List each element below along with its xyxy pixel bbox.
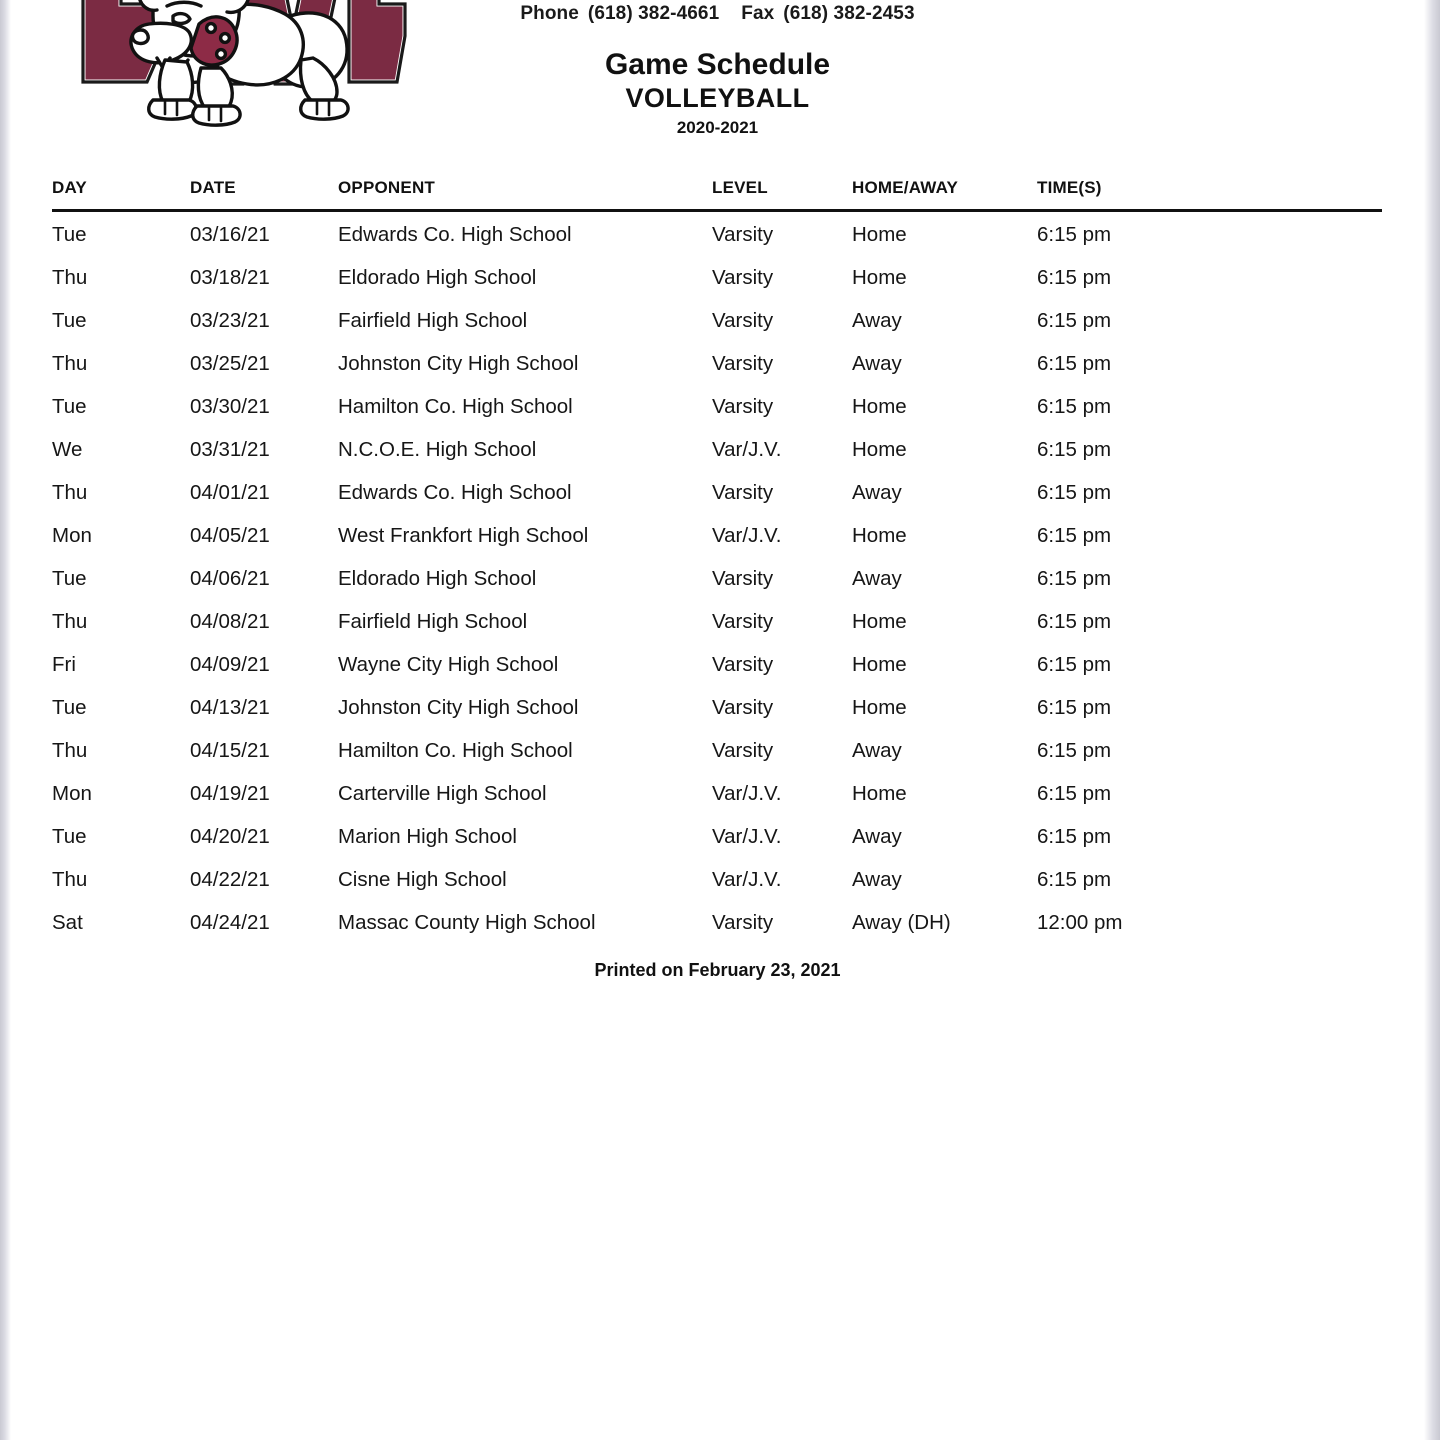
table-row [52, 772, 1382, 815]
cell-opponent: Eldorado High School [338, 265, 537, 289]
cell-home-away: Away [852, 351, 902, 375]
game-schedule-table [52, 178, 1382, 944]
cell-date: 04/19/21 [190, 781, 270, 805]
cell-home-away: Home [852, 523, 907, 547]
cell-day: Thu [52, 351, 88, 375]
cell-day: Thu [52, 609, 88, 633]
table-row [52, 211, 1382, 257]
cell-time: 6:15 pm [1037, 867, 1112, 891]
cell-home-away: Away [852, 824, 902, 848]
cell-level: Var/J.V. [712, 523, 782, 547]
cell-date: 04/05/21 [190, 523, 270, 547]
cell-level: Varsity [712, 394, 774, 418]
cell-day: Tue [52, 824, 87, 848]
cell-day: Tue [52, 394, 87, 418]
column-header-home-away: HOME/AWAY [852, 178, 959, 197]
page-left-edge-shadow [0, 0, 11, 1440]
cell-opponent: West Frankfort High School [338, 523, 589, 547]
cell-date: 03/18/21 [190, 265, 270, 289]
column-header-opponent: OPPONENT [338, 178, 436, 197]
cell-date: 04/13/21 [190, 695, 270, 719]
table-row [52, 385, 1382, 428]
table-row [52, 514, 1382, 557]
column-header-level: LEVEL [712, 178, 768, 197]
column-header-times: TIME(S) [1037, 178, 1102, 197]
cell-level: Varsity [712, 652, 774, 676]
cell-home-away: Home [852, 695, 907, 719]
cell-home-away: Home [852, 265, 907, 289]
cell-date: 03/31/21 [190, 437, 270, 461]
cell-day: Fri [52, 652, 76, 676]
table-row [52, 256, 1382, 299]
cell-level: Varsity [712, 480, 774, 504]
cell-day: Mon [52, 523, 92, 547]
cell-day: Sat [52, 910, 83, 934]
cell-opponent: Hamilton Co. High School [338, 394, 573, 418]
cell-level: Varsity [712, 609, 774, 633]
document-sheet [11, 0, 1424, 1440]
cell-level: Varsity [712, 222, 774, 246]
cell-level: Var/J.V. [712, 824, 782, 848]
fax-number: (618) 382-2453 [783, 3, 915, 24]
cell-level: Var/J.V. [712, 437, 782, 461]
cell-date: 04/24/21 [190, 910, 270, 934]
page-title: Game Schedule [604, 48, 831, 81]
cell-time: 12:00 pm [1037, 910, 1123, 934]
table-row [52, 901, 1382, 944]
table-row [52, 815, 1382, 858]
table-row [52, 643, 1382, 686]
cell-opponent: Carterville High School [338, 781, 547, 805]
cell-home-away: Home [852, 609, 907, 633]
cell-time: 6:15 pm [1037, 781, 1112, 805]
cell-date: 04/06/21 [190, 566, 270, 590]
cell-time: 6:15 pm [1037, 566, 1112, 590]
printed-on-text: Printed on February 23, 2021 [594, 960, 841, 980]
table-header [52, 178, 1382, 211]
cell-day: Tue [52, 222, 87, 246]
cell-time: 6:15 pm [1037, 437, 1112, 461]
cell-opponent: Hamilton Co. High School [338, 738, 573, 762]
cell-opponent: Cisne High School [338, 867, 507, 891]
table-row [52, 342, 1382, 385]
cell-date: 04/08/21 [190, 609, 270, 633]
cell-date: 04/09/21 [190, 652, 270, 676]
table-row [52, 299, 1382, 342]
cell-home-away: Away [852, 566, 902, 590]
page-right-edge-shadow [1424, 0, 1440, 1440]
contact-info-line [11, 3, 1424, 25]
column-header-day: DAY [52, 178, 87, 197]
cell-level: Varsity [712, 308, 774, 332]
cell-home-away: Away [852, 308, 902, 332]
cell-home-away: Away [852, 867, 902, 891]
cell-opponent: Marion High School [338, 824, 517, 848]
cell-time: 6:15 pm [1037, 480, 1112, 504]
cell-date: 04/01/21 [190, 480, 270, 504]
table-row [52, 428, 1382, 471]
cell-opponent: Eldorado High School [338, 566, 537, 590]
cell-time: 6:15 pm [1037, 222, 1112, 246]
cell-level: Varsity [712, 351, 774, 375]
table-row [52, 557, 1382, 600]
cell-level: Varsity [712, 910, 774, 934]
cell-opponent: Massac County High School [338, 910, 596, 934]
sport-title: VOLLEYBALL [625, 83, 810, 113]
cell-time: 6:15 pm [1037, 695, 1112, 719]
cell-time: 6:15 pm [1037, 824, 1112, 848]
cell-opponent: Wayne City High School [338, 652, 559, 676]
cell-day: We [52, 437, 83, 461]
cell-day: Tue [52, 566, 87, 590]
cell-home-away: Home [852, 394, 907, 418]
cell-date: 03/23/21 [190, 308, 270, 332]
cell-date: 04/22/21 [190, 867, 270, 891]
cell-time: 6:15 pm [1037, 609, 1112, 633]
table-row [52, 729, 1382, 772]
table-row [52, 858, 1382, 901]
cell-home-away: Away [852, 738, 902, 762]
cell-day: Thu [52, 867, 88, 891]
cell-opponent: Fairfield High School [338, 308, 528, 332]
cell-time: 6:15 pm [1037, 308, 1112, 332]
cell-level: Varsity [712, 738, 774, 762]
cell-opponent: Johnston City High School [338, 351, 579, 375]
cell-home-away: Home [852, 781, 907, 805]
cell-opponent: Johnston City High School [338, 695, 579, 719]
cell-day: Thu [52, 480, 88, 504]
cell-date: 04/20/21 [190, 824, 270, 848]
cell-time: 6:15 pm [1037, 394, 1112, 418]
cell-level: Varsity [712, 695, 774, 719]
cell-day: Tue [52, 308, 87, 332]
table-row [52, 600, 1382, 643]
cell-time: 6:15 pm [1037, 738, 1112, 762]
table-row [52, 471, 1382, 514]
cell-date: 04/15/21 [190, 738, 270, 762]
cell-level: Var/J.V. [712, 867, 782, 891]
cell-day: Thu [52, 738, 88, 762]
phone-label: Phone [520, 3, 579, 24]
cell-date: 03/16/21 [190, 222, 270, 246]
table-body [52, 211, 1382, 945]
cell-level: Varsity [712, 566, 774, 590]
cell-time: 6:15 pm [1037, 652, 1112, 676]
cell-date: 03/30/21 [190, 394, 270, 418]
phone-number: (618) 382-4661 [587, 3, 720, 24]
cell-day: Thu [52, 265, 88, 289]
season-subtitle: 2020-2021 [676, 118, 759, 137]
fax-label: Fax [741, 3, 775, 24]
cell-time: 6:15 pm [1037, 523, 1112, 547]
cell-opponent: N.C.O.E. High School [338, 437, 537, 461]
cell-home-away: Away [852, 480, 902, 504]
cell-home-away: Away (DH) [852, 910, 951, 934]
cell-home-away: Home [852, 437, 907, 461]
cell-opponent: Edwards Co. High School [338, 222, 572, 246]
column-header-date: DATE [190, 178, 236, 197]
cell-home-away: Home [852, 222, 907, 246]
cell-opponent: Fairfield High School [338, 609, 528, 633]
cell-time: 6:15 pm [1037, 351, 1112, 375]
cell-day: Tue [52, 695, 87, 719]
table-row [52, 686, 1382, 729]
cell-opponent: Edwards Co. High School [338, 480, 572, 504]
cell-level: Varsity [712, 265, 774, 289]
cell-level: Var/J.V. [712, 781, 782, 805]
cell-time: 6:15 pm [1037, 265, 1112, 289]
cell-date: 03/25/21 [190, 351, 270, 375]
table-header-row [52, 178, 1382, 211]
cell-home-away: Home [852, 652, 907, 676]
cell-day: Mon [52, 781, 92, 805]
